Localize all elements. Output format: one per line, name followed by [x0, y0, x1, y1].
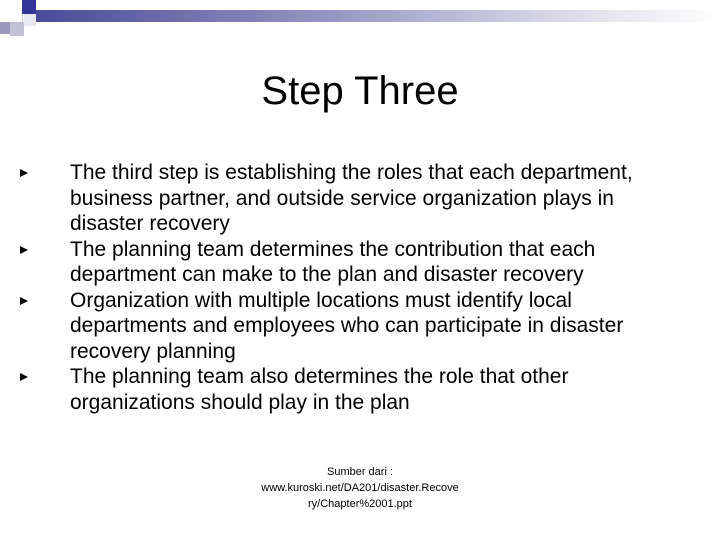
source-citation — [240, 464, 480, 512]
source-link: www.kuroski.net/DA201/disaster.Recove — [261, 482, 459, 494]
bullet-list — [70, 160, 680, 415]
header-gradient-bar — [36, 10, 720, 22]
corner-square-decoration — [22, 0, 36, 14]
corner-square-decoration — [10, 22, 24, 36]
corner-square-decoration — [0, 0, 23, 23]
bullet-icon — [20, 246, 28, 254]
corner-square-decoration — [24, 14, 36, 26]
slide-title: Step Three — [261, 69, 459, 113]
bullet-text: The planning team determines the contribution that each department can make to the plan and disaster recovery — [70, 237, 596, 286]
source-line: Sumber dari : — [326, 466, 394, 478]
bullet-text: The third step is establishing the roles that each department, business partner, and outside service organization plays in disaster recovery — [70, 161, 633, 235]
bullet-item — [70, 288, 680, 365]
bullet-icon — [20, 297, 28, 305]
bullet-icon — [20, 169, 28, 177]
bullet-text: Organization with multiple locations must identify local departments and employees who can participate in disaster recovery planning — [70, 288, 624, 363]
bullet-text: The planning team also determines the role that other organizations should play in the plan — [70, 365, 569, 414]
bullet-item — [70, 237, 680, 288]
corner-square-decoration — [0, 22, 10, 34]
source-link: ry/Chapter%2001.ppt — [308, 498, 412, 510]
bullet-item — [70, 160, 680, 237]
bullet-item — [70, 364, 680, 415]
bullet-icon — [20, 373, 28, 381]
